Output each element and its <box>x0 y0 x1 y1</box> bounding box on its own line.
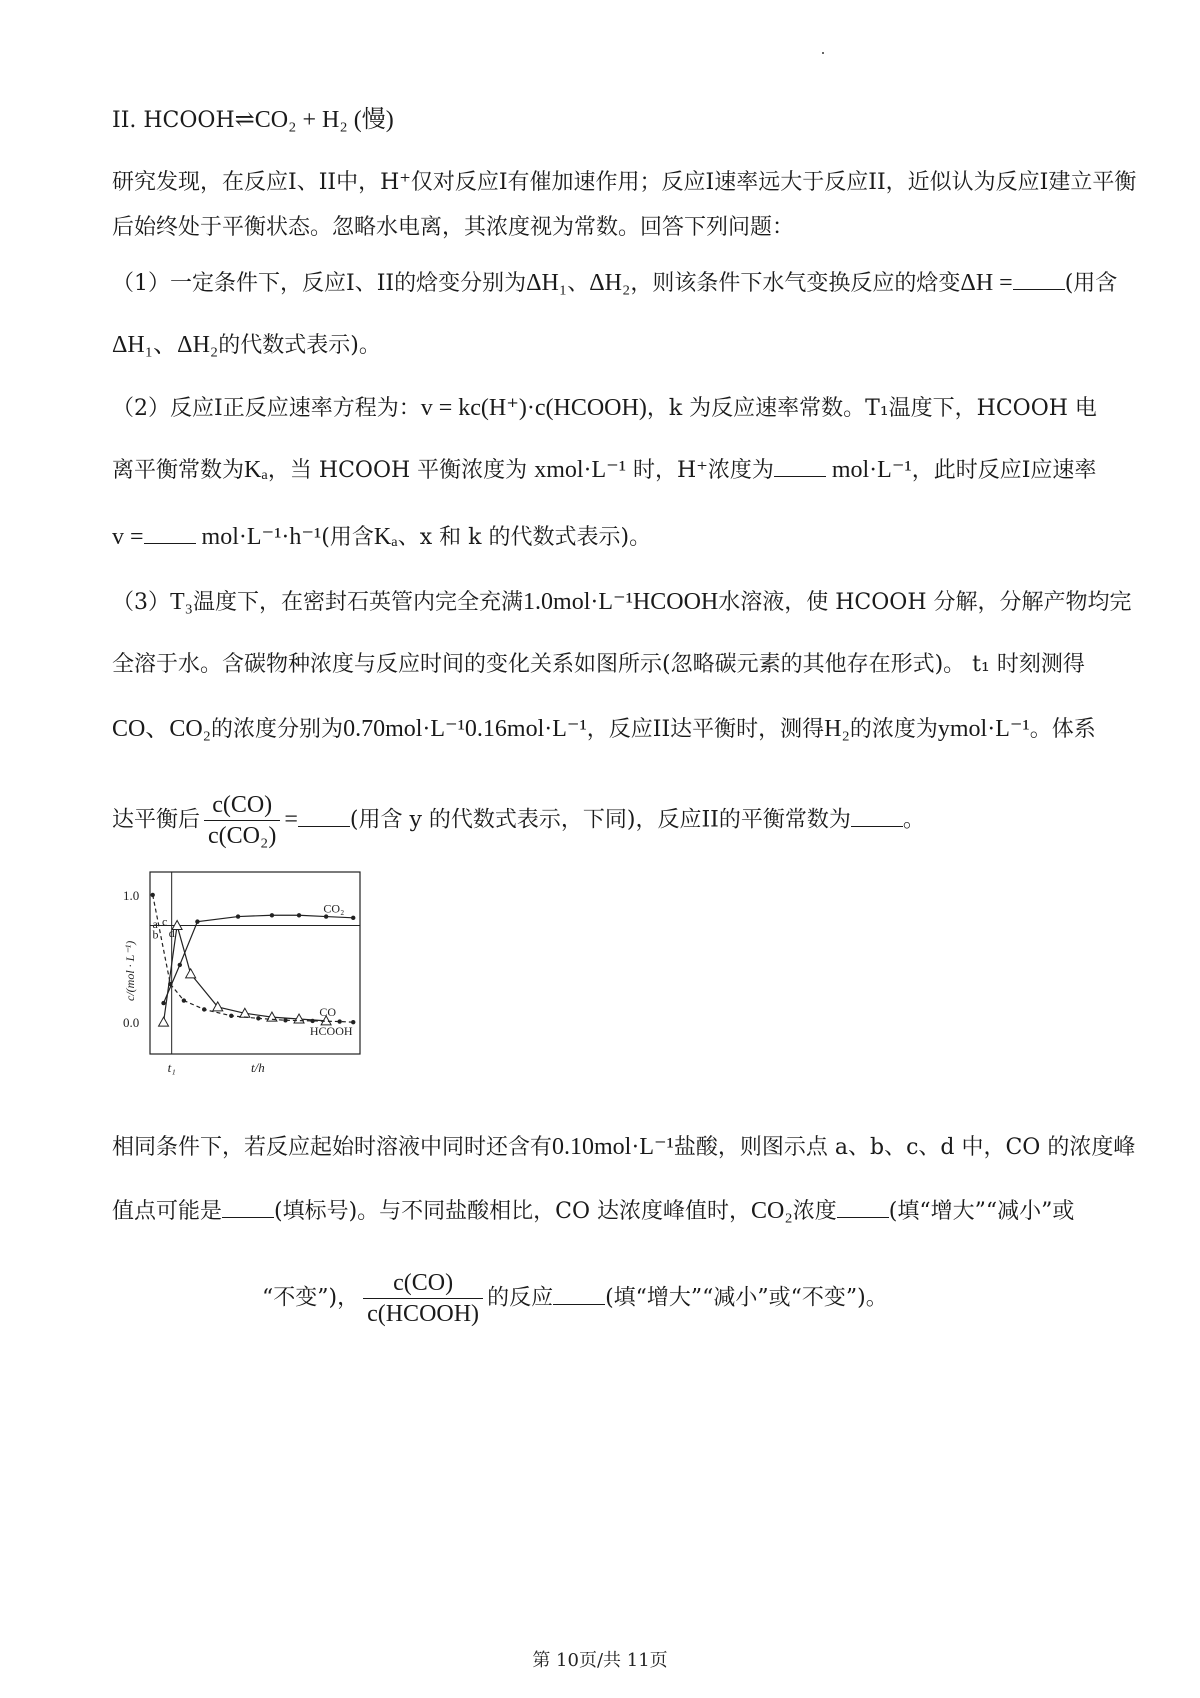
text-segment: (填标号)。与不同盐酸相比，CO 达浓度峰值时， <box>274 1199 752 1224</box>
text-segment: 的浓度为 <box>849 717 938 742</box>
y-tick-label: 0.0 <box>123 1015 140 1031</box>
text-line-q4a <box>112 1132 1135 1163</box>
scan-speck <box>822 52 824 54</box>
page-footer: 第 10页/共 11页 <box>532 1650 668 1671</box>
text-segment: (用含 y 的代数式表示，下同)，反应II的平衡常数为 <box>349 807 851 833</box>
text-segment: ，k 为反应速率常数。T₁温度下，HCOOH 电 <box>646 396 1097 421</box>
math-expression: Kₐ <box>373 524 398 550</box>
fraction-denominator: c(CO₂) <box>208 823 277 849</box>
point-label-a: a <box>152 917 158 932</box>
text-segment: 值点可能是 <box>112 1199 223 1224</box>
data-point-HCOOH <box>151 893 155 897</box>
text-segment: 。体系 <box>1029 717 1096 742</box>
text-segment: 离平衡常数为 <box>112 458 245 483</box>
x-tick-label: t₁ <box>167 1060 176 1075</box>
math-expression: CO₂ <box>751 1198 793 1224</box>
text-line-reaction-ii <box>112 105 394 136</box>
data-point-HCOOH <box>283 1018 287 1022</box>
data-point-CO <box>159 1017 169 1026</box>
math-expression: ymol·L⁻¹ <box>937 716 1030 742</box>
fraction-numerator: c(CO) <box>363 1268 483 1299</box>
text-line-q4c <box>262 1268 888 1329</box>
text-segment: 时，H⁺浓度为 <box>626 458 774 483</box>
point-label-d: d <box>168 926 175 941</box>
fraction <box>204 790 280 851</box>
text-line-q3b: 全溶于水。含碳物种浓度与反应时间的变化关系如图所示(忽略碳元素的其他存在形式)。 t₁ 时刻测得 <box>112 652 1085 677</box>
math-expression: v = kc(H⁺)·c(HCOOH) <box>420 395 647 421</box>
answer-blank[interactable] <box>222 1197 274 1218</box>
answer-blank[interactable] <box>144 523 196 544</box>
answer-blank[interactable] <box>851 806 903 827</box>
data-point-CO <box>186 969 196 978</box>
text-line-p1: 研究发现，在反应I、II中，H⁺仅对反应I有催加速作用；反应I速率远大于反应II，近似认为反应I建立平衡 <box>112 170 1137 195</box>
text-segment: 达平衡后 <box>112 807 201 833</box>
text-line-q4b <box>112 1196 1074 1227</box>
text-line-q2a <box>112 393 1097 424</box>
data-point-CO₂ <box>270 913 274 917</box>
fraction-numerator: c(CO) <box>204 790 280 821</box>
data-point-HCOOH <box>182 998 186 1002</box>
math-expression: Kₐ <box>244 457 268 483</box>
text-segment: 的代数式表示)。 <box>218 333 381 358</box>
math-expression: xmol·L⁻¹ <box>534 457 627 483</box>
text-segment: (填“增大”“减小”或“不变”)。 <box>605 1285 888 1311</box>
text-segment: （1）一定条件下，反应I、II的焓变分别为 <box>112 271 527 296</box>
text-segment: 的浓度分别为 <box>211 717 344 742</box>
text-line-q2b <box>112 455 1096 486</box>
text-segment: II. HCOOH <box>112 108 235 133</box>
y-tick-label: 1.0 <box>123 887 140 903</box>
data-point-CO₂ <box>195 919 199 923</box>
data-point-CO₂ <box>161 1001 165 1005</box>
text-line-p2: 后始终处于平衡状态。忽略水电离，其浓度视为常数。回答下列问题： <box>112 215 795 240</box>
text-line-q2c <box>112 522 651 553</box>
series-label-HCOOH: HCOOH <box>309 1023 353 1038</box>
text-line-q3c <box>112 714 1096 745</box>
text-segment: “不变”)， <box>262 1285 360 1311</box>
math-expression: mol·L⁻¹ <box>825 457 912 483</box>
text-segment: ，反应II达平衡时，测得 <box>586 717 825 742</box>
math-expression: CO、CO₂ <box>112 716 212 742</box>
text-segment: （2）反应I正反应速率方程为： <box>112 396 421 421</box>
text-segment: 相同条件下，若反应起始时溶液中同时还含有 <box>112 1135 553 1160</box>
data-point-CO₂ <box>297 913 301 917</box>
fraction <box>363 1268 483 1329</box>
text-segment: 水溶液，使 HCOOH 分解，分解产物均完 <box>718 590 1132 615</box>
text-segment: 、 <box>567 271 590 296</box>
point-label-c: c <box>162 914 168 929</box>
text-segment: （3） <box>112 590 170 615</box>
data-point-CO₂ <box>351 916 355 920</box>
fraction-denominator: c(HCOOH) <box>367 1301 480 1327</box>
math-expression: 0.70mol·L⁻¹0.16mol·L⁻¹ <box>343 716 587 742</box>
point-label-b: b <box>152 927 159 942</box>
text-segment: ，当 HCOOH 平衡浓度为 <box>267 458 535 483</box>
math-expression: H₂ <box>824 716 850 742</box>
text-segment: 温度下，在密封石英管内完全充满 <box>193 590 524 615</box>
answer-blank[interactable] <box>298 806 350 827</box>
math-expression: 1.0mol·L⁻¹HCOOH <box>523 589 719 615</box>
math-expression: v = <box>112 524 144 550</box>
text-segment: 浓度 <box>792 1199 837 1224</box>
math-expression: ΔH₂ <box>589 270 631 296</box>
math-expression: CO₂ + H₂ (慢) <box>254 107 394 133</box>
series-label-CO₂: CO₂ <box>323 901 345 916</box>
text-segment: 盐酸，则图示点 a、b、c、d 中，CO 的浓度峰 <box>673 1135 1136 1160</box>
math-expression: T₃ <box>170 589 194 615</box>
concentration-time-chart <box>120 852 410 1102</box>
text-segment: (用含 <box>321 525 374 550</box>
math-expression: ΔH₁、ΔH₂ <box>112 332 219 358</box>
y-axis-label: c/(mol · L⁻¹) <box>123 940 137 1001</box>
data-point-HCOOH <box>168 982 172 986</box>
data-point-HCOOH <box>229 1014 233 1018</box>
data-point-CO₂ <box>178 963 182 967</box>
math-expression: ΔH = <box>960 270 1013 296</box>
text-line-q3d <box>112 790 925 851</box>
answer-blank[interactable] <box>553 1284 605 1305</box>
math-expression: mol·L⁻¹·h⁻¹ <box>195 524 322 550</box>
text-segment: 的反应 <box>487 1285 554 1311</box>
answer-blank[interactable] <box>774 456 826 477</box>
math-expression: 0.10mol·L⁻¹ <box>552 1134 674 1160</box>
math-expression: ΔH₁ <box>526 270 568 296</box>
answer-blank[interactable] <box>837 1197 889 1218</box>
series-line-CO₂ <box>164 915 354 1003</box>
text-segment: (用含 <box>1064 271 1118 296</box>
data-point-HCOOH <box>202 1007 206 1011</box>
math-expression: ⇌ <box>234 107 255 133</box>
x-axis-label: t/h <box>251 1060 265 1075</box>
text-segment: ，则该条件下水气变换反应的焓变 <box>630 271 961 296</box>
answer-blank[interactable] <box>1013 269 1065 290</box>
text-line-q1b <box>112 330 381 361</box>
data-point-HCOOH <box>310 1019 314 1023</box>
text-segment: 。 <box>902 807 925 833</box>
math-expression: = <box>284 806 298 833</box>
text-line-q3a <box>112 587 1132 618</box>
data-point-HCOOH <box>256 1016 260 1020</box>
text-line-q1a <box>112 268 1117 299</box>
text-segment: 、x 和 k 的代数式表示)。 <box>397 525 652 550</box>
text-segment: ，此时反应I应速率 <box>911 458 1097 483</box>
series-label-CO: CO <box>319 1004 337 1019</box>
data-point-CO₂ <box>236 914 240 918</box>
text-segment: (填“增大”“减小”或 <box>888 1199 1075 1224</box>
